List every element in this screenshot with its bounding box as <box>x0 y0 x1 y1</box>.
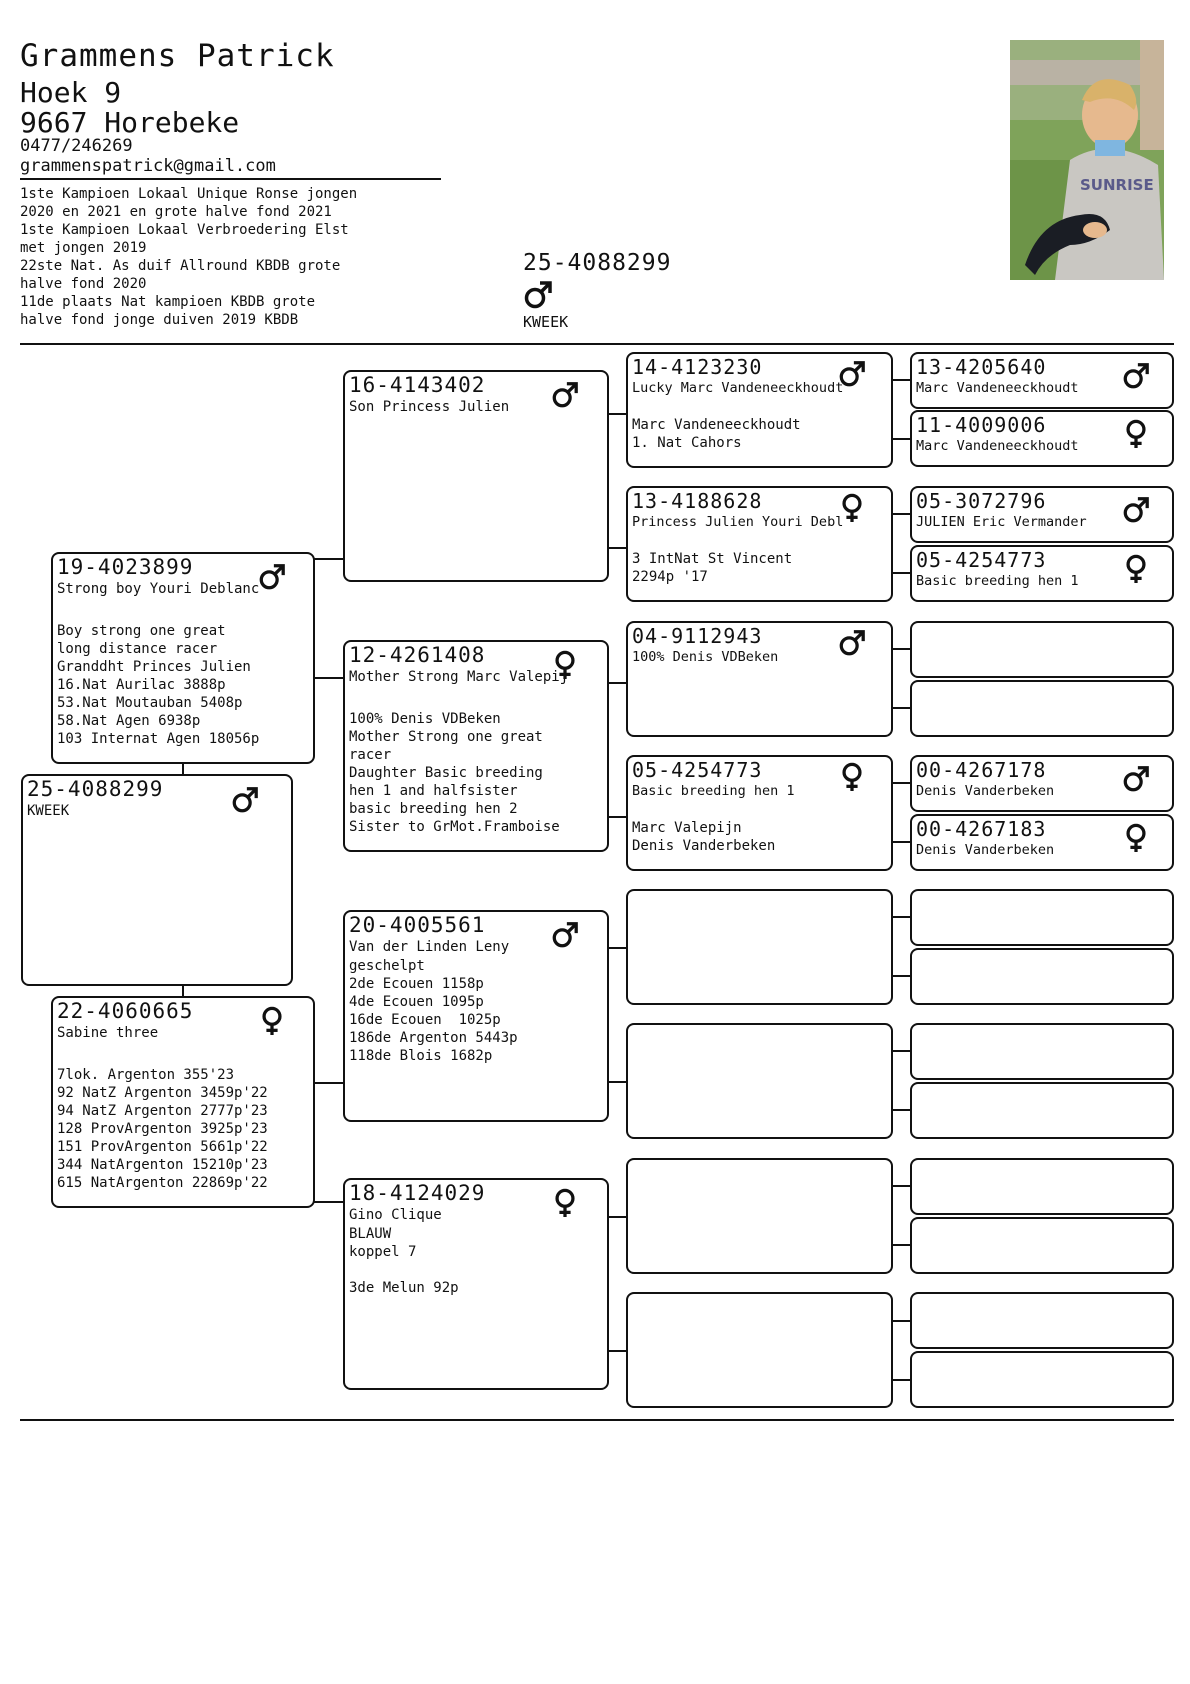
ring-number: 20-4005561 <box>349 913 486 937</box>
great-grandparent-card <box>626 755 893 871</box>
bird-name: Sabine three <box>57 1025 159 1041</box>
great-grandparent-card <box>626 486 893 602</box>
ring-number: 22-4060665 <box>57 999 194 1023</box>
male-icon <box>1122 763 1150 795</box>
bird-name: Gino Clique <box>349 1207 442 1223</box>
female-icon <box>1122 418 1150 450</box>
ancestor-card-empty <box>910 1158 1174 1215</box>
male-icon <box>523 278 553 312</box>
bottom-divider <box>20 1419 1174 1421</box>
bird-notes: Marc Vandeneeckhoudt 1. Nat Cahors <box>632 417 801 451</box>
boy-holding-pigeon-photo <box>1010 40 1164 280</box>
great-grandparent-card-empty <box>626 1023 893 1139</box>
bird-name: Marc Vandeneeckhoudt <box>916 380 1079 396</box>
great-grandparent-card <box>626 621 893 737</box>
male-icon <box>838 358 866 390</box>
female-icon <box>838 761 866 793</box>
ancestor-card <box>910 486 1174 543</box>
ancestor-card <box>910 755 1174 812</box>
bird-notes: Marc Valepijn Denis Vanderbeken <box>632 820 776 854</box>
ancestor-card-empty <box>910 889 1174 946</box>
bird-name: Denis Vanderbeken <box>916 783 1055 799</box>
great-grandparent-card <box>626 352 893 468</box>
ancestor-card <box>910 352 1174 409</box>
female-icon <box>551 1187 579 1219</box>
ring-number: 05-4254773 <box>632 758 763 782</box>
bird-name: Van der Linden Leny <box>349 939 510 955</box>
bird-name: Son Princess Julien <box>349 399 510 415</box>
ancestor-card-empty <box>910 948 1174 1005</box>
ancestor-card-empty <box>910 1082 1174 1139</box>
owner-achievements: 1ste Kampioen Lokaal Unique Ronse jongen 2020 en 2021 en grote halve fond 2021 1ste Kampioen Lokaal Verbroedering Elst met jongen 2019 22ste Nat. As duif Allround KBDB grote halve fond 2020 11de plaats Nat kampioen KBDB grote halve fond jonge duiven 2019 KBDB <box>20 186 358 328</box>
ring-number: 00-4267183 <box>916 817 1047 841</box>
ring-number: 12-4261408 <box>349 643 486 667</box>
ring-number: 18-4124029 <box>349 1181 486 1205</box>
ring-number: 00-4267178 <box>916 758 1047 782</box>
ring-number: 11-4009006 <box>916 413 1047 437</box>
bird-name: Marc Vandeneeckhoudt <box>916 438 1079 454</box>
male-icon <box>838 627 866 659</box>
ancestor-card <box>910 814 1174 871</box>
ancestor-card-empty <box>910 1217 1174 1274</box>
owner-name: Grammens Patrick <box>20 38 335 74</box>
owner-street: Hoek 9 <box>20 76 122 109</box>
bird-name: Basic breeding hen 1 <box>632 783 795 799</box>
great-grandparent-card-empty <box>626 1292 893 1408</box>
ring-number: 05-3072796 <box>916 489 1047 513</box>
ancestor-card-empty <box>910 1351 1174 1408</box>
bird-notes: Boy strong one great long distance racer Granddht Princes Julien 16.Nat Aurilac 3888p 53.Nat Moutauban 5408p 58.Nat Agen 6938p 103 Internat Agen 18056p <box>57 623 260 747</box>
grandparent-card <box>343 640 609 852</box>
male-icon <box>258 561 286 593</box>
bird-name: JULIEN Eric Vermander <box>916 514 1087 530</box>
owner-city: 9667 Horebeke <box>20 106 240 139</box>
ring-number: 16-4143402 <box>349 373 486 397</box>
grandparent-card <box>343 370 609 582</box>
female-icon <box>1122 822 1150 854</box>
great-grandparent-card-empty <box>626 1158 893 1274</box>
ancestor-card-empty <box>910 1292 1174 1349</box>
female-icon <box>258 1005 286 1037</box>
ancestor-card <box>910 410 1174 467</box>
bird-notes: BLAUW koppel 7 3de Melun 92p <box>349 1226 459 1296</box>
bird-name: 100% Denis VDBeken <box>632 649 779 665</box>
male-icon <box>231 784 259 816</box>
grandparent-card <box>343 910 609 1122</box>
ring-number: 13-4205640 <box>916 355 1047 379</box>
bird-notes: geschelpt 2de Ecouen 1158p 4de Ecouen 1095p 16de Ecouen 1025p 186de Argenton 5443p 118de Blois 1682p <box>349 958 518 1064</box>
bird-notes: 100% Denis VDBeken Mother Strong one great racer Daughter Basic breeding hen 1 and halfsister basic breeding hen 2 Sister to GrMot.Framboise <box>349 711 560 835</box>
ancestor-card-empty <box>910 1023 1174 1080</box>
ring-number: 14-4123230 <box>632 355 763 379</box>
ring-number: 05-4254773 <box>916 548 1047 572</box>
male-icon <box>1122 494 1150 526</box>
ancestor-card-empty <box>910 680 1174 737</box>
subject-color: KWEEK <box>523 313 569 331</box>
bird-name: Mother Strong Marc Valepij <box>349 669 569 685</box>
header-underline <box>20 178 441 180</box>
bird-notes: 7lok. Argenton 355'23 92 NatZ Argenton 3459p'22 94 NatZ Argenton 2777p'23 128 ProvArgenton 3925p'23 151 ProvArgenton 5661p'22 344 NatArgenton 15210p'23 615 NatArgenton 22869p'22 <box>57 1067 268 1191</box>
mother-card <box>51 996 315 1208</box>
father-card <box>51 552 315 764</box>
owner-email: grammenspatrick@gmail.com <box>20 156 276 176</box>
ring-number: 04-9112943 <box>632 624 763 648</box>
male-icon <box>551 919 579 951</box>
root-card <box>21 774 293 986</box>
ring-number: 25-4088299 <box>27 777 164 801</box>
bird-name: Denis Vanderbeken <box>916 842 1055 858</box>
female-icon <box>551 649 579 681</box>
bird-name: Strong boy Youri Deblanc <box>57 581 260 597</box>
ring-number: 13-4188628 <box>632 489 763 513</box>
male-icon <box>1122 360 1150 392</box>
grandparent-card <box>343 1178 609 1390</box>
bird-name: Princess Julien Youri Debl <box>632 514 844 530</box>
male-icon <box>551 379 579 411</box>
owner-phone: 0477/246269 <box>20 136 133 156</box>
bird-name: Lucky Marc Vandeneeckhoudt <box>632 380 844 396</box>
bird-notes: 3 IntNat St Vincent 2294p '17 <box>632 551 793 585</box>
female-icon <box>1122 553 1150 585</box>
female-icon <box>838 492 866 524</box>
ring-number: 19-4023899 <box>57 555 194 579</box>
top-divider <box>20 343 1174 345</box>
bird-name: KWEEK <box>27 803 70 819</box>
subject-ring-number: 25-4088299 <box>523 250 672 276</box>
ancestor-card-empty <box>910 621 1174 678</box>
ancestor-card <box>910 545 1174 602</box>
svg-text:SUNRISE: SUNRISE <box>1080 176 1154 194</box>
great-grandparent-card-empty <box>626 889 893 1005</box>
bird-name: Basic breeding hen 1 <box>916 573 1079 589</box>
